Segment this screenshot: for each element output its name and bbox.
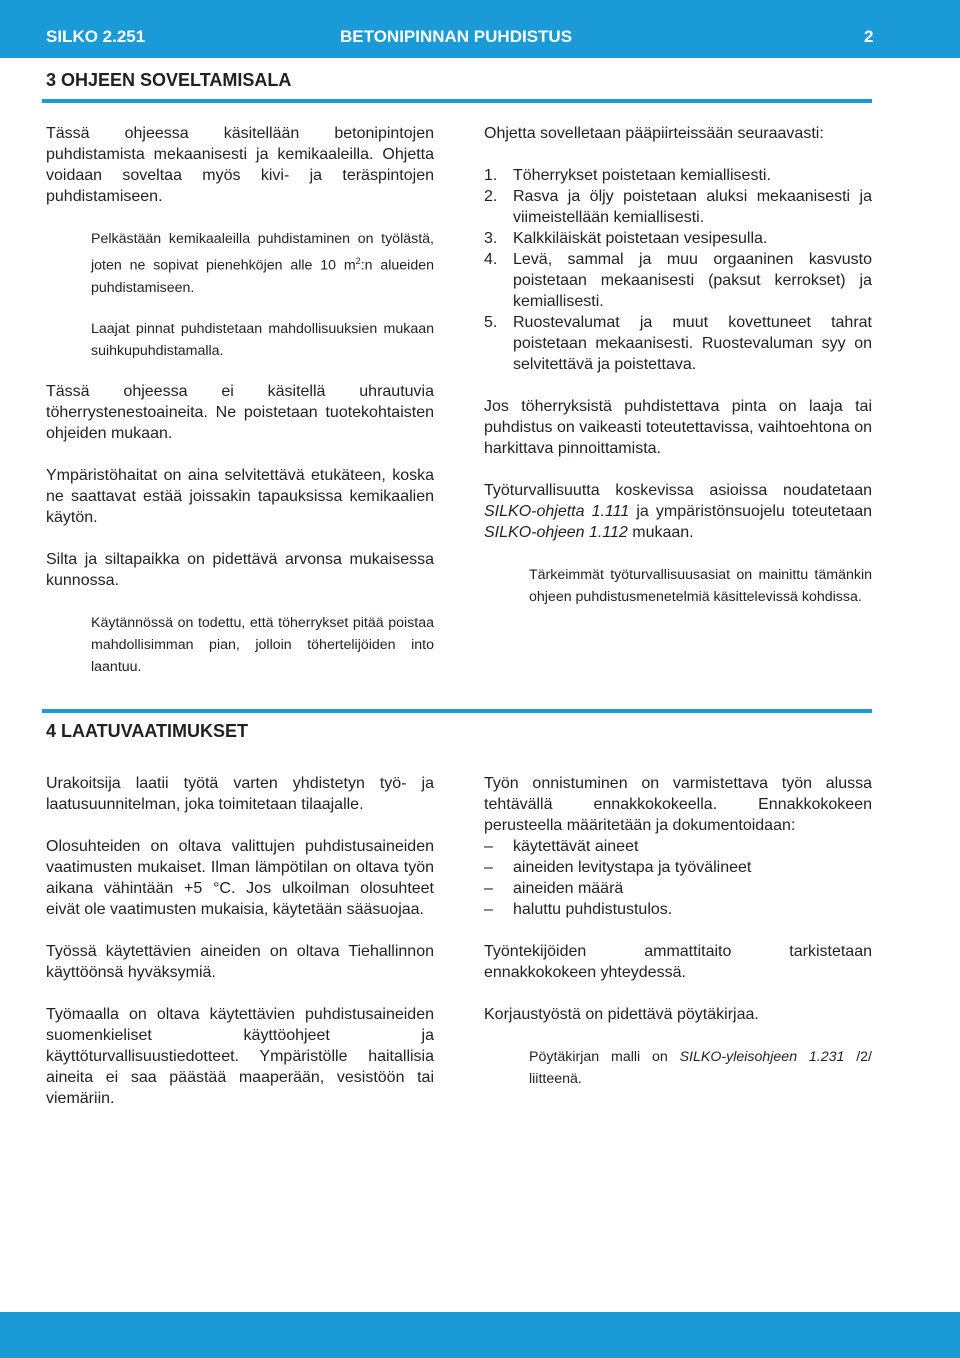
note-block <box>484 564 872 608</box>
note-block <box>46 612 434 678</box>
list-item: 1. Töherrykset poistetaan kemiallisesti. <box>484 167 771 184</box>
paragraph: Työssä käytettävien aineiden on oltava Tiehallinnon käyttöönsä hyväksymiä. <box>46 943 434 981</box>
steps-list <box>484 165 872 375</box>
list-item: – käytettävät aineet <box>484 836 872 857</box>
list-item: 3. Kalkkiläiskät poistetaan vesipesulla. <box>484 230 768 247</box>
note-paragraph: Pöytäkirjan malli on SILKO-yleisohjeen 1.231 /2/ liitteenä. <box>529 1049 872 1087</box>
page-header <box>0 0 960 58</box>
paragraph: Silta ja siltapaikka on pidettävä arvonsa mukaisessa kunnossa. <box>46 550 434 589</box>
paragraph: Työn onnistuminen on varmistettava työn alussa tehtävällä ennakkokokeella. Ennakkokokeen perusteella määritetään ja dokumentoidaan: <box>484 775 872 834</box>
section-4-title: 4 LAATUVAATIMUKSET <box>46 721 248 741</box>
paragraph: Ympäristöhaitat on aina selvitettävä etukäteen, koska ne saattavat estää joissakin tapauksissa kemikaalien käytön. <box>46 466 434 526</box>
paragraph: Tässä ohjeessa ei käsitellä uhrautuvia töherrystenestoaineita. Ne poistetaan tuotekohtaisten ohjeiden mukaan. <box>46 382 434 442</box>
section-3-right-column <box>484 123 872 608</box>
page-footer-bar <box>0 1312 960 1358</box>
section-3-left-column <box>46 123 434 678</box>
paragraph: Tässä ohjeessa käsitellään betonipintojen puhdistamista mekaanisesti ja kemikaaleilla. Ohjetta voidaan soveltaa myös kivi- ja teräspintojen puhdistamiseen. <box>46 125 434 205</box>
list-item: 2. Rasva ja öljy poistetaan aluksi mekaanisesti ja viimeistellään kemiallisesti. <box>484 188 872 226</box>
note-block <box>46 228 434 362</box>
paragraph: Urakoitsija laatii työtä varten yhdistetyn työ- ja laatusuunnitelman, joka toimitetaan tilaajalle. <box>46 775 434 813</box>
paragraph: Ohjetta sovelletaan pääpiirteissään seuraavasti: <box>484 125 824 142</box>
section-4-left-column <box>46 773 434 1109</box>
list-item: – aineiden levitystapa ja työvälineet <box>484 857 872 878</box>
dash-list <box>484 836 872 920</box>
list-item: 4. Levä, sammal ja muu orgaaninen kasvusto poistetaan mekaanisesti (paksut kerrokset) ja kemiallisesti. <box>484 251 872 310</box>
note-block <box>484 1046 872 1090</box>
note-paragraph: Tärkeimmät työturvallisuusasiat on mainittu tämänkin ohjeen puhdistusmenetelmiä käsittelevissä kohdissa. <box>529 567 872 605</box>
note-paragraph: Käytännössä on todettu, että töherrykset pitää poistaa mahdollisimman pian, jolloin töhertelijöiden into laantuu. <box>91 614 434 675</box>
section-4-rule <box>42 709 872 713</box>
paragraph: Työturvallisuutta koskevissa asioissa noudatetaan SILKO-ohjetta 1.111 ja ympäristönsuojelu toteutetaan SILKO-ohjeen 1.112 mukaan. <box>484 482 873 541</box>
note-paragraph: Laajat pinnat puhdistetaan mahdollisuuksien mukaan suihkupuhdistamalla. <box>91 320 434 359</box>
list-item: 5. Ruostevalumat ja muut kovettuneet tahrat poistetaan mekaanisesti. Ruostevaluman syy on selvitettävä ja poistettava. <box>484 314 872 373</box>
paragraph: Työmaalla on oltava käytettävien puhdistusaineiden suomenkieliset käyttöohjeet ja käyttöturvallisuustiedotteet. Ympäristölle haitallisia aineita ei saa päästää maaperään, vesistöön tai viemäriin. <box>46 1006 434 1107</box>
doc-id: SILKO 2.251 <box>46 27 146 46</box>
section-3-rule <box>42 99 872 103</box>
page-number: 2 <box>864 27 874 46</box>
paragraph: Olosuhteiden on oltava valittujen puhdistusaineiden vaatimusten mukaiset. Ilman lämpötilan on oltava työn aikana vähintään +5 °C. Jos ulkoilman olosuhteet eivät ole vaatimusten mukaisia, käytetään sääsuojaa. <box>46 838 434 918</box>
section-4-right-column <box>484 773 872 1090</box>
paragraph: Työntekijöiden ammattitaito tarkistetaan ennakkokokeen yhteydessä. <box>484 943 872 981</box>
section-3-title: 3 OHJEEN SOVELTAMISALA <box>46 70 292 90</box>
paragraph: Jos töherryksistä puhdistettava pinta on laaja tai puhdistus on vaikeasti toteutettavissa, vaihtoehtona on harkittava pinnoittamista. <box>484 398 872 457</box>
list-item: – aineiden määrä <box>484 878 872 899</box>
doc-title: BETONIPINNAN PUHDISTUS <box>340 27 573 46</box>
list-item: – haluttu puhdistustulos. <box>484 899 872 920</box>
paragraph: Korjaustyöstä on pidettävä pöytäkirjaa. <box>484 1006 759 1023</box>
note-paragraph: Pelkästään kemikaaleilla puhdistaminen on työlästä, joten ne sopivat pienehköjen alle 10 $m^2:n$ alueiden puhdistamiseen. <box>91 231 434 296</box>
